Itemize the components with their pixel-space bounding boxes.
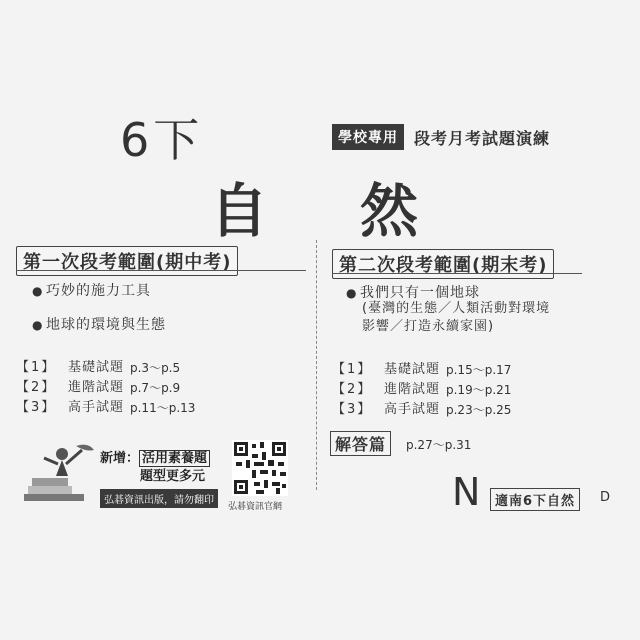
item-pages: p.15～p.17 (446, 363, 512, 377)
second-range-rule (332, 273, 582, 274)
second-exam-range-title: 第二次段考範圍(期末考) (332, 249, 554, 279)
column-divider (316, 240, 317, 490)
item-label: 基礎試題 (384, 362, 441, 377)
item-label: 進階試題 (68, 380, 125, 395)
school-use-badge: 學校專用 (332, 124, 404, 150)
list-item (16, 358, 195, 378)
list-item (16, 398, 195, 418)
item-pages: p.7～p.9 (130, 381, 181, 395)
item-number: 【1】 (16, 360, 57, 375)
subtopic-line-1: (臺灣的生態／人類活動對環境 (362, 301, 551, 316)
new-feature-line-1 (100, 450, 218, 468)
bullet-icon: ● (346, 286, 358, 300)
item-label: 進階試題 (384, 382, 441, 397)
reading-figure-illustration (18, 440, 98, 504)
first-range-rule (16, 270, 306, 271)
topic-item (32, 280, 151, 300)
subtopic-line-2: 影響／打造永續家園) (362, 319, 495, 334)
item-number: 【1】 (332, 362, 373, 377)
answers-section-label: 解答篇 (330, 431, 391, 456)
topic-subtopics (362, 300, 550, 336)
item-number: 【2】 (332, 382, 373, 397)
second-exam-list (332, 360, 511, 420)
qr-caption: 弘碁資訊官網 (228, 502, 283, 512)
new-label: 新增： (100, 451, 140, 466)
item-label: 基礎試題 (68, 360, 125, 375)
product-code-suffix: D (600, 490, 611, 505)
series-header (332, 124, 550, 150)
qr-code-icon (232, 440, 288, 496)
item-number: 【3】 (16, 400, 57, 415)
topic-item (346, 282, 480, 302)
grade-label: 6下 (120, 113, 204, 167)
list-item (332, 400, 511, 420)
item-pages: p.11～p.13 (130, 401, 196, 415)
item-pages: p.3～p.5 (130, 361, 181, 375)
new-feature-line-2: 題型更多元 (140, 469, 206, 484)
item-pages: p.23～p.25 (446, 403, 512, 417)
list-item (16, 378, 195, 398)
list-item (332, 380, 511, 400)
subject-char-1: 自 (210, 177, 269, 245)
item-number: 【3】 (332, 402, 373, 417)
topic-label: 我們只有一個地球 (360, 285, 480, 301)
item-label: 高手試題 (68, 400, 125, 415)
item-label: 高手試題 (384, 402, 441, 417)
bullet-icon: ● (32, 318, 44, 332)
topic-label: 巧妙的施力工具 (46, 283, 151, 299)
publisher-notice: 弘碁資訊出版，請勿翻印 (100, 489, 218, 508)
new-feature-tag: 活用素養題 (139, 450, 210, 467)
item-pages: p.19～p.21 (446, 383, 512, 397)
answers-pages: p.27～p.31 (406, 438, 472, 452)
edition-letter: N (452, 470, 481, 514)
new-feature-box (100, 450, 218, 486)
topic-label: 地球的環境與生態 (46, 317, 166, 333)
list-item (332, 360, 511, 380)
bullet-icon: ● (32, 284, 44, 298)
subject-char-2: 然 (360, 177, 419, 245)
series-title: 段考月考試題演練 (414, 128, 551, 148)
first-exam-list (16, 358, 195, 418)
topic-item (32, 314, 166, 334)
first-exam-range-title: 第一次段考範圍(期中考) (16, 246, 238, 276)
product-code: 適南6下自然 (490, 488, 580, 511)
item-number: 【2】 (16, 380, 57, 395)
